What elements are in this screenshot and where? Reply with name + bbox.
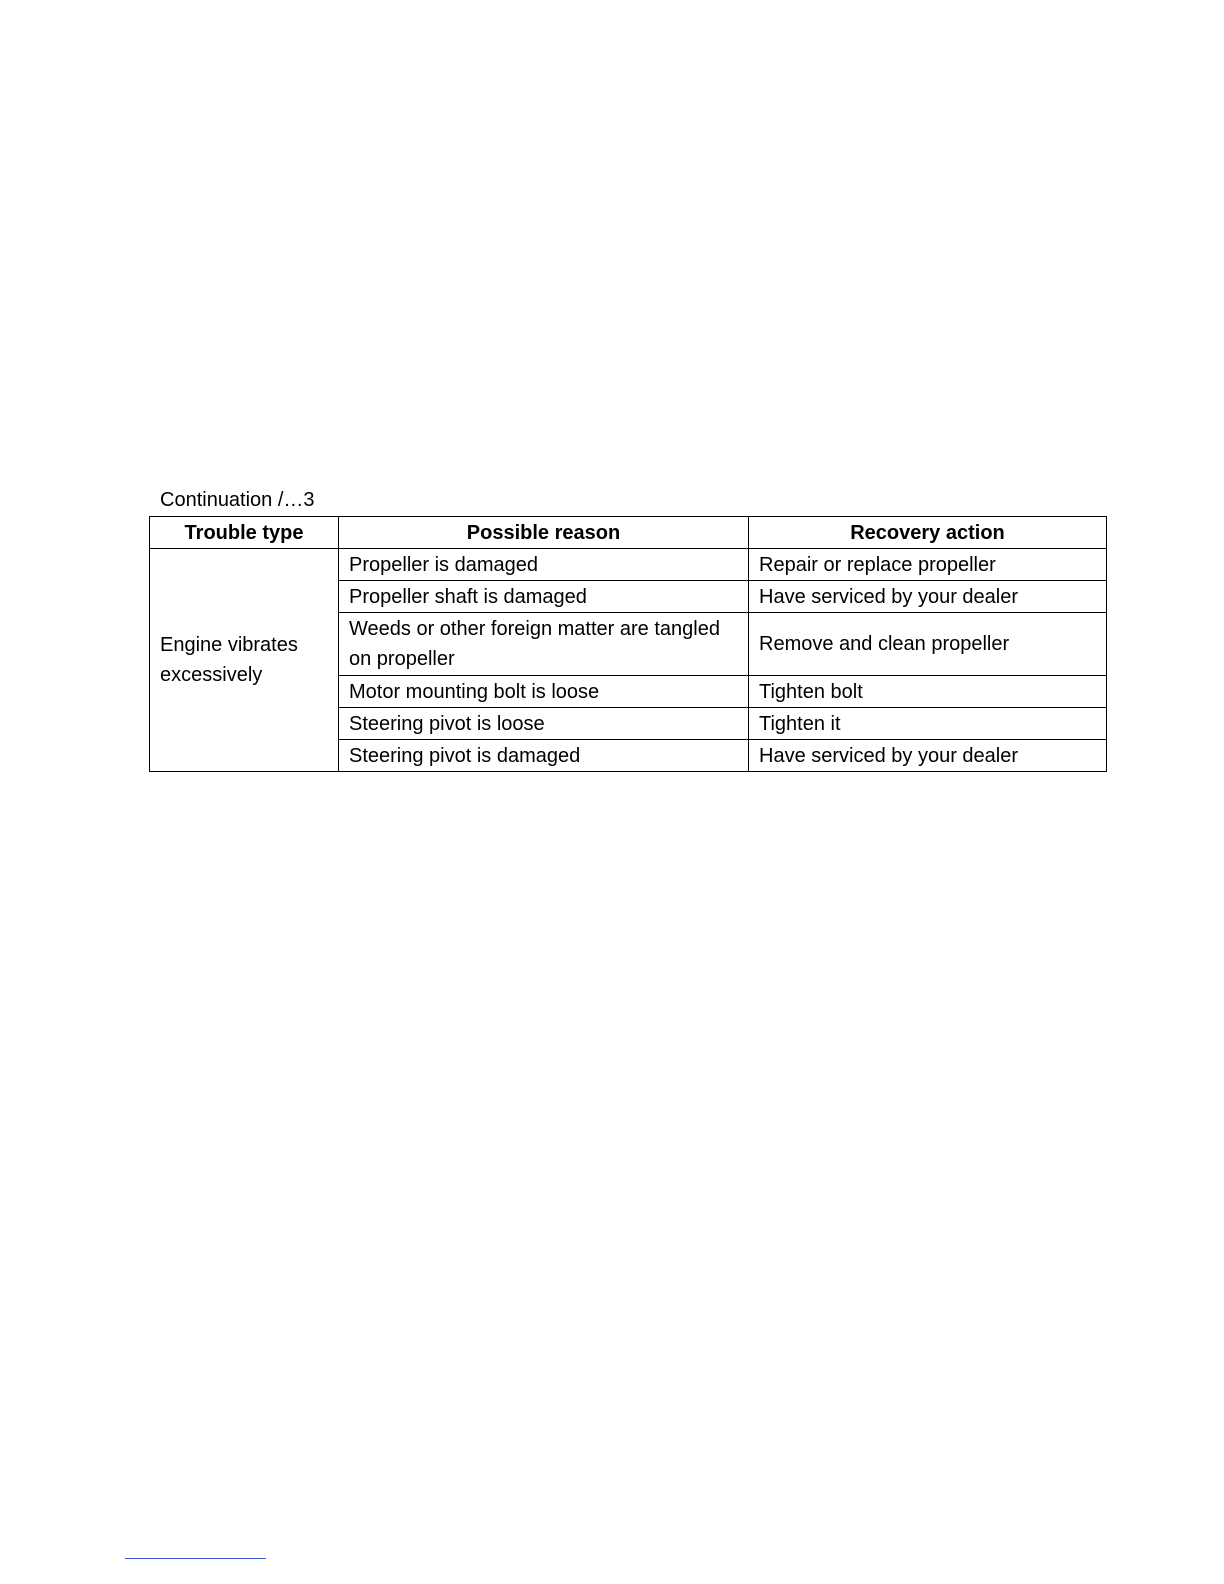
action-cell: Have serviced by your dealer bbox=[749, 581, 1107, 613]
header-possible-reason: Possible reason bbox=[339, 517, 749, 549]
reason-cell: Weeds or other foreign matter are tangled on propeller bbox=[339, 613, 749, 676]
reason-cell: Steering pivot is damaged bbox=[339, 740, 749, 772]
table-header-row bbox=[150, 517, 1107, 549]
action-cell: Tighten bolt bbox=[749, 676, 1107, 708]
action-cell: Repair or replace propeller bbox=[749, 549, 1107, 581]
table-caption: Continuation /…3 bbox=[160, 489, 315, 511]
header-trouble-type: Trouble type bbox=[150, 517, 339, 549]
troubleshooting-table bbox=[149, 516, 1107, 772]
reason-cell: Motor mounting bolt is loose bbox=[339, 676, 749, 708]
reason-cell: Propeller shaft is damaged bbox=[339, 581, 749, 613]
footnote-divider bbox=[125, 1558, 266, 1559]
reason-cell: Steering pivot is loose bbox=[339, 708, 749, 740]
reason-cell: Propeller is damaged bbox=[339, 549, 749, 581]
trouble-type-cell: Engine vibrates excessively bbox=[150, 549, 339, 772]
action-cell: Have serviced by your dealer bbox=[749, 740, 1107, 772]
table-row bbox=[150, 549, 1107, 581]
action-cell: Tighten it bbox=[749, 708, 1107, 740]
action-cell: Remove and clean propeller bbox=[749, 613, 1107, 676]
header-recovery-action: Recovery action bbox=[749, 517, 1107, 549]
